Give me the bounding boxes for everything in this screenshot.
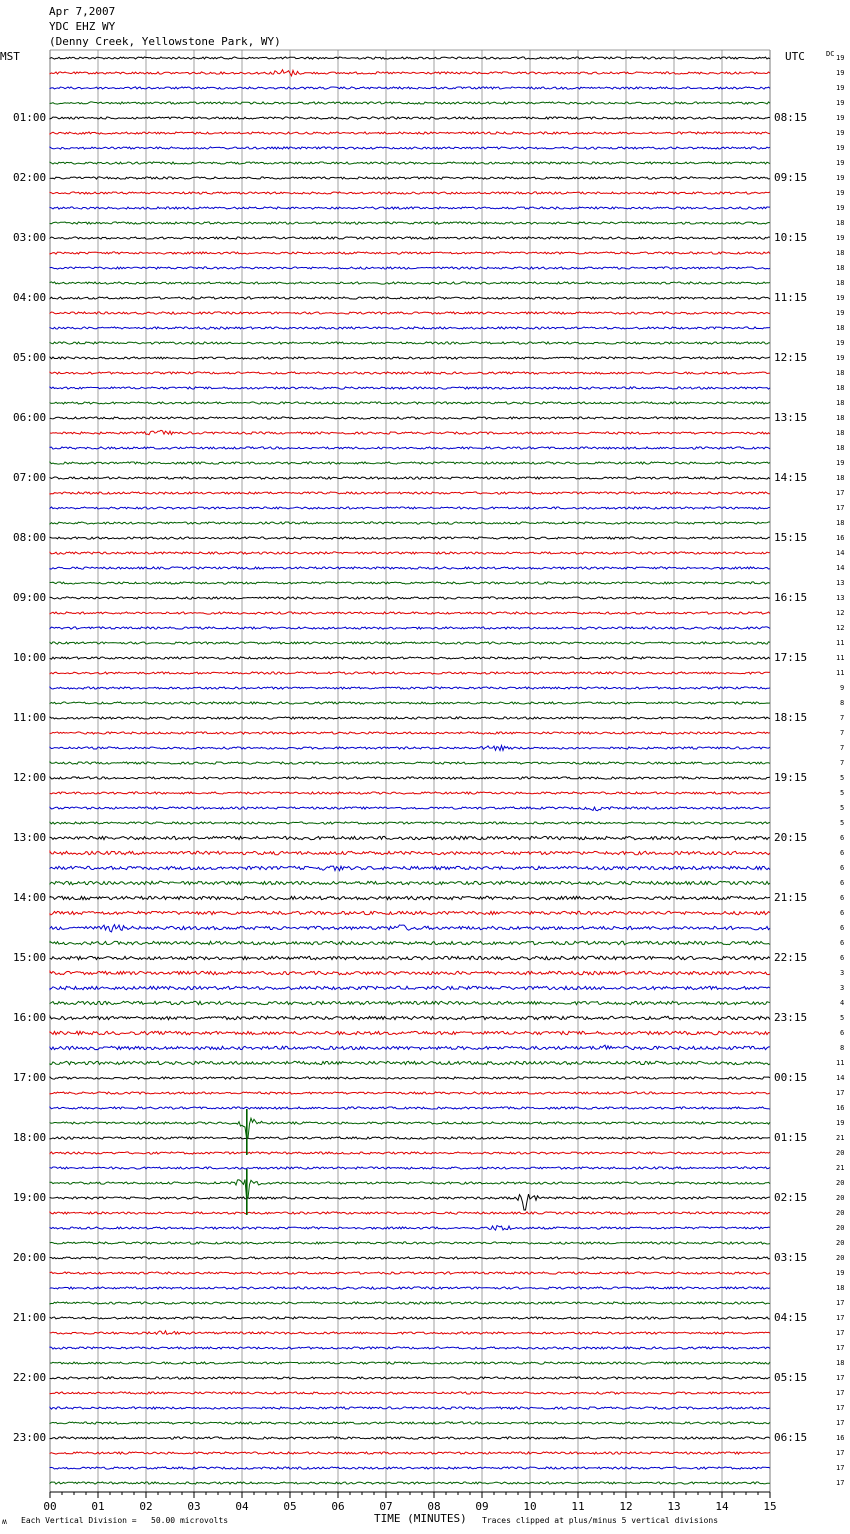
dc-offset-label: 17 (836, 1329, 845, 1337)
x-tick-label: 12 (619, 1500, 633, 1513)
dc-offset-label: 20 (836, 1194, 845, 1202)
trace-row (50, 192, 770, 194)
dc-offset-label: 19 (836, 309, 845, 317)
right-hour-label: 02:15 (774, 1191, 808, 1204)
trace-row (50, 417, 770, 419)
dc-offset-label: 5 (840, 774, 845, 782)
dc-offset-label: 13 (836, 579, 845, 587)
dc-offset-label: 18 (836, 519, 845, 527)
trace-row (50, 1362, 770, 1364)
dc-offset-label: 11 (836, 654, 845, 662)
station-location: (Denny Creek, Yellowstone Park, WY) (49, 35, 281, 48)
dc-offset-label: 18 (836, 324, 845, 332)
dc-offset-label: 18 (836, 249, 845, 257)
right-hour-label: 21:15 (774, 891, 808, 904)
trace-row (50, 1118, 770, 1138)
trace-row (50, 746, 770, 751)
trace-row (50, 132, 770, 134)
dc-offset-label: 20 (836, 1254, 845, 1262)
dc-offset-label: 4 (840, 999, 845, 1007)
trace-row (50, 1317, 770, 1319)
right-hour-label: 23:15 (774, 1011, 808, 1024)
trace-row (50, 357, 770, 359)
dc-offset-label: 5 (840, 1014, 845, 1022)
x-tick-label: 10 (523, 1500, 537, 1513)
dc-offset-label: 18 (836, 429, 845, 437)
trace-row (50, 70, 770, 76)
trace-row (50, 1287, 770, 1289)
dc-offset-label: 19 (836, 84, 845, 92)
dc-offset-label: 17 (836, 489, 845, 497)
trace-row (50, 1226, 770, 1231)
dc-offset-label: 21 (836, 1164, 845, 1172)
x-tick-label: 09 (475, 1500, 489, 1513)
dc-offset-label: 19 (836, 174, 845, 182)
x-tick-label: 04 (235, 1500, 249, 1513)
trace-row (50, 462, 770, 464)
trace-row (50, 1257, 770, 1259)
dc-offset-label: 18 (836, 219, 845, 227)
right-hour-label: 10:15 (774, 231, 808, 244)
trace-row (50, 57, 770, 59)
right-hour-label: 11:15 (774, 291, 808, 304)
left-hour-label: 19:00 (13, 1191, 47, 1204)
left-hour-label: 23:00 (13, 1431, 47, 1444)
trace-row (50, 1242, 770, 1244)
trace-row (50, 147, 770, 149)
trace-row (50, 642, 770, 644)
dc-offset-label: 19 (836, 204, 845, 212)
trace-row (50, 1152, 770, 1154)
dc-offset-label: 18 (836, 414, 845, 422)
dc-offset-label: 8 (840, 699, 845, 707)
trace-row (50, 552, 770, 554)
dc-offset-label: 19 (836, 189, 845, 197)
dc-offset-label: 7 (840, 729, 845, 737)
dc-offset-label: 19 (836, 234, 845, 242)
dc-offset-label: 16 (836, 534, 845, 542)
right-hour-label: 18:15 (774, 711, 808, 724)
trace-row (50, 402, 770, 404)
trace-row (50, 222, 770, 224)
dc-offset-label: 18 (836, 1284, 845, 1292)
left-hour-label: 21:00 (13, 1311, 47, 1324)
trace-row (50, 327, 770, 329)
dc-offset-label: 17 (836, 1089, 845, 1097)
trace-row (50, 387, 770, 389)
dc-offset-label: 19 (836, 114, 845, 122)
left-hour-label: 10:00 (13, 651, 47, 664)
x-tick-label: 02 (139, 1500, 153, 1513)
dc-offset-label: 7 (840, 744, 845, 752)
trace-row (50, 1045, 770, 1050)
left-hour-label: 20:00 (13, 1251, 47, 1264)
dc-offset-label: 6 (840, 1029, 845, 1037)
x-tick-label: 00 (43, 1500, 57, 1513)
dc-offset-label: 14 (836, 564, 845, 572)
trace-row (50, 702, 770, 704)
dc-offset-label: 19 (836, 69, 845, 77)
trace-row (50, 627, 770, 629)
dc-offset-label: 18 (836, 384, 845, 392)
dc-offset-label: 6 (840, 909, 845, 917)
left-hour-label: 04:00 (13, 291, 47, 304)
left-hour-label: 03:00 (13, 231, 47, 244)
trace-row (50, 1107, 770, 1109)
dc-offset-label: 17 (836, 1299, 845, 1307)
x-tick-label: 07 (379, 1500, 393, 1513)
trace-row (50, 881, 770, 884)
minute-gridlines (50, 50, 770, 1492)
trace-row (50, 1452, 770, 1454)
right-hour-label: 00:15 (774, 1071, 808, 1084)
trace-row (50, 1077, 770, 1079)
dc-offset-label: 18 (836, 279, 845, 287)
trace-row (50, 312, 770, 314)
trace-row (50, 657, 770, 659)
dc-offset-label: 7 (840, 714, 845, 722)
right-hour-label: 08:15 (774, 111, 808, 124)
trace-row (50, 252, 770, 254)
plot-date: Apr 7,2007 (49, 5, 116, 18)
trace-row (50, 430, 770, 434)
dc-offset-label: 18 (836, 369, 845, 377)
dc-offset-label: 6 (840, 894, 845, 902)
trace-row (50, 807, 770, 811)
dc-offset-label: 19 (836, 459, 845, 467)
left-timezone-label: MST (0, 50, 20, 63)
trace-row (50, 1180, 770, 1199)
right-hour-label: 22:15 (774, 951, 808, 964)
trace-row (50, 896, 770, 899)
x-tick-label: 13 (667, 1500, 681, 1513)
trace-row (50, 717, 770, 719)
right-hour-label: 04:15 (774, 1311, 808, 1324)
dc-offset-label: 18 (836, 399, 845, 407)
left-hour-label: 13:00 (13, 831, 47, 844)
left-hour-label: 06:00 (13, 411, 47, 424)
dc-offset-label: 19 (836, 99, 845, 107)
left-hour-label: 17:00 (13, 1071, 47, 1084)
clip-note: Traces clipped at plus/minus 5 vertical divisions (482, 1516, 719, 1525)
scale-note: Each Vertical Division = 50.00 microvolts (21, 1516, 229, 1525)
dc-offset-label: 17 (836, 1404, 845, 1412)
dc-offset-label: 19 (836, 294, 845, 302)
trace-rows (50, 57, 770, 1484)
dc-offset-label: 16 (836, 1104, 845, 1112)
trace-row (50, 1302, 770, 1304)
x-tick-label: 03 (187, 1500, 201, 1513)
trace-row (50, 597, 770, 599)
left-hour-label: 11:00 (13, 711, 47, 724)
trace-row (50, 177, 770, 179)
dc-offset-label: 13 (836, 594, 845, 602)
left-hour-label: 01:00 (13, 111, 47, 124)
dc-offset-label: 6 (840, 924, 845, 932)
dc-column-label: DC (826, 50, 835, 58)
trace-row (50, 822, 770, 824)
trace-row (50, 1422, 770, 1424)
left-hour-label: 12:00 (13, 771, 47, 784)
trace-row (50, 1482, 770, 1484)
dc-offset-label: 17 (836, 1449, 845, 1457)
left-hour-label: 15:00 (13, 951, 47, 964)
dc-offset-label: 12 (836, 624, 845, 632)
right-hour-label: 05:15 (774, 1371, 808, 1384)
dc-offset-label: 14 (836, 1074, 845, 1082)
dc-offset-label: 19 (836, 1119, 845, 1127)
trace-row (50, 1137, 770, 1139)
left-hour-label: 09:00 (13, 591, 47, 604)
x-tick-label: 01 (91, 1500, 105, 1513)
dc-offset-label: 19 (836, 159, 845, 167)
trace-row (50, 1331, 770, 1335)
trace-row (50, 87, 770, 89)
dc-offset-label: 3 (840, 969, 845, 977)
right-hour-label: 01:15 (774, 1131, 808, 1144)
dc-offset-label: 6 (840, 939, 845, 947)
dc-offset-label: 18 (836, 474, 845, 482)
time-axis (43, 1492, 776, 1513)
dc-offset-label: 6 (840, 864, 845, 872)
trace-row (50, 687, 770, 689)
trace-row (50, 537, 770, 539)
trace-row (50, 956, 770, 959)
x-tick-label: 11 (571, 1500, 585, 1513)
dc-offset-label: 20 (836, 1209, 845, 1217)
dc-offset-label: 18 (836, 1359, 845, 1367)
trace-row (50, 237, 770, 239)
dc-offset-label: 17 (836, 1464, 845, 1472)
trace-row (50, 1016, 770, 1019)
trace-row (50, 1194, 770, 1210)
dc-offset-label: 20 (836, 1239, 845, 1247)
dc-offset-label: 19 (836, 54, 845, 62)
trace-row (50, 851, 770, 854)
dc-offset-label: 6 (840, 849, 845, 857)
trace-row (50, 522, 770, 524)
left-hour-label: 07:00 (13, 471, 47, 484)
trace-row (50, 777, 770, 779)
trace-row (50, 1272, 770, 1274)
left-hour-label: 14:00 (13, 891, 47, 904)
right-timezone-label: UTC (785, 50, 805, 63)
station-code: YDC EHZ WY (49, 20, 116, 33)
trace-row (50, 102, 770, 104)
left-hour-label: 05:00 (13, 351, 47, 364)
dc-offset-label: 19 (836, 339, 845, 347)
trace-row (50, 925, 770, 932)
dc-offset-label: 7 (840, 759, 845, 767)
trace-row (50, 762, 770, 764)
trace-row (50, 792, 770, 794)
trace-row (50, 492, 770, 494)
x-tick-label: 06 (331, 1500, 345, 1513)
trace-row (50, 672, 770, 674)
right-hour-label: 06:15 (774, 1431, 808, 1444)
trace-row (50, 372, 770, 374)
trace-row (50, 297, 770, 299)
trace-row (50, 941, 770, 944)
dc-offset-label: 3 (840, 984, 845, 992)
right-hour-label: 13:15 (774, 411, 808, 424)
x-tick-label: 08 (427, 1500, 441, 1513)
left-hour-label: 16:00 (13, 1011, 47, 1024)
dc-offset-label: 17 (836, 1479, 845, 1487)
dc-offset-label: 9 (840, 684, 845, 692)
left-hour-label: 02:00 (13, 171, 47, 184)
x-axis-title: TIME (MINUTES) (374, 1512, 467, 1525)
dc-offset-label: 17 (836, 1374, 845, 1382)
dc-offset-label: 8 (840, 1044, 845, 1052)
trace-row (50, 1407, 770, 1409)
trace-row (50, 1467, 770, 1469)
right-hour-label: 20:15 (774, 831, 808, 844)
trace-row (50, 1392, 770, 1394)
left-hour-label: 08:00 (13, 531, 47, 544)
dc-offset-label: 6 (840, 834, 845, 842)
dc-offset-label: 18 (836, 444, 845, 452)
trace-row (50, 1001, 770, 1004)
dc-offset-label: 16 (836, 1434, 845, 1442)
left-hour-label: 22:00 (13, 1371, 47, 1384)
trace-row (50, 477, 770, 479)
dc-offset-label: 5 (840, 819, 845, 827)
trace-row (50, 1031, 770, 1034)
trace-row (50, 1061, 770, 1064)
dc-offset-label: 17 (836, 1419, 845, 1427)
trace-row (50, 986, 770, 989)
trace-row (50, 117, 770, 119)
x-tick-label: 14 (715, 1500, 729, 1513)
x-tick-label: 05 (283, 1500, 297, 1513)
trace-row (50, 567, 770, 569)
trace-row (50, 612, 770, 614)
trace-row (50, 282, 770, 284)
trace-row (50, 1377, 770, 1379)
trace-row (50, 1212, 770, 1214)
right-hour-label: 16:15 (774, 591, 808, 604)
right-hour-label: 14:15 (774, 471, 808, 484)
dc-offset-label: 18 (836, 264, 845, 272)
dc-offset-label: 11 (836, 1059, 845, 1067)
dc-offset-label: 6 (840, 954, 845, 962)
dc-offset-label: 11 (836, 639, 845, 647)
trace-row (50, 162, 770, 164)
trace-row (50, 1167, 770, 1169)
dc-offset-label: 17 (836, 1389, 845, 1397)
right-hour-label: 19:15 (774, 771, 808, 784)
dc-offset-label: 17 (836, 1314, 845, 1322)
dc-offset-label: 17 (836, 504, 845, 512)
dc-offset-label: 19 (836, 1269, 845, 1277)
dc-offset-label: 21 (836, 1134, 845, 1142)
right-hour-label: 03:15 (774, 1251, 808, 1264)
dc-offset-label: 6 (840, 879, 845, 887)
dc-offset-label: 11 (836, 669, 845, 677)
dc-offset-label: 19 (836, 144, 845, 152)
dc-offset-label: 19 (836, 129, 845, 137)
dc-offset-label: 20 (836, 1149, 845, 1157)
dc-offset-label: 5 (840, 789, 845, 797)
x-tick-label: 15 (763, 1500, 777, 1513)
trace-row (50, 836, 770, 839)
trace-row (50, 342, 770, 344)
dc-offset-label: 19 (836, 354, 845, 362)
footer-mark: ʍ (2, 1517, 7, 1526)
left-hour-label: 18:00 (13, 1131, 47, 1144)
dc-offset-label: 20 (836, 1224, 845, 1232)
trace-row (50, 207, 770, 209)
dc-offset-label: 17 (836, 1344, 845, 1352)
trace-row (50, 971, 770, 974)
trace-row (50, 267, 770, 269)
dc-offset-label: 20 (836, 1179, 845, 1187)
trace-row (50, 911, 770, 914)
trace-row (50, 507, 770, 509)
dc-offset-label: 12 (836, 609, 845, 617)
right-hour-label: 15:15 (774, 531, 808, 544)
trace-row (50, 1347, 770, 1349)
trace-row (50, 1092, 770, 1094)
trace-row (50, 1437, 770, 1439)
right-hour-label: 09:15 (774, 171, 808, 184)
trace-row (50, 866, 770, 871)
right-hour-label: 12:15 (774, 351, 808, 364)
trace-row (50, 582, 770, 584)
dc-offset-label: 5 (840, 804, 845, 812)
right-hour-label: 17:15 (774, 651, 808, 664)
trace-row (50, 447, 770, 449)
dc-offset-label: 14 (836, 549, 845, 557)
trace-row (50, 732, 770, 734)
